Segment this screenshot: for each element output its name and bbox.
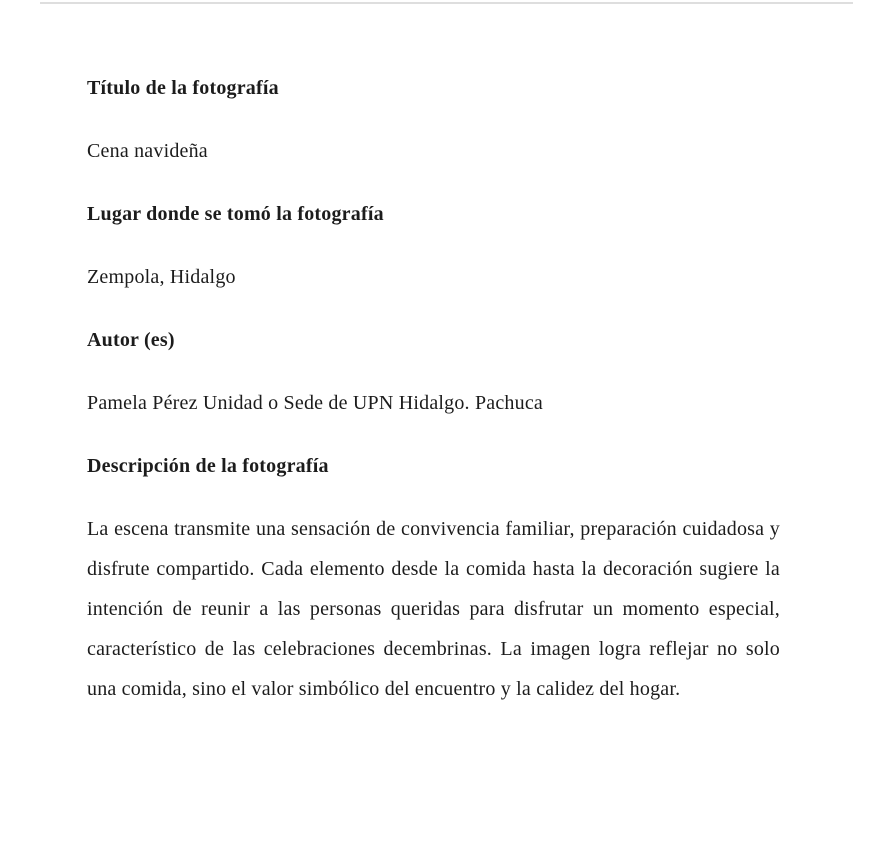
field-value-photo-location: Zempola, Hidalgo xyxy=(87,266,236,288)
field-value-photo-description: La escena transmite una sensación de convivencia familiar, preparación cuidadosa y disfrute compartido. Cada elemento desde la comida hasta la decoración sugiere la intención de reunir a las personas queridas para disfrutar un momento especial, característico de las celebraciones decembrinas. La imagen logra reflejar no solo una comida, sino el valor simbólico del encuentro y la calidez del hogar. xyxy=(87,518,780,700)
document-content xyxy=(87,68,780,732)
field-label-photo-description: Descripción de la fotografía xyxy=(87,455,329,477)
field-label-author: Autor (es) xyxy=(87,329,175,351)
field-label-photo-location: Lugar donde se tomó la fotografía xyxy=(87,203,384,225)
field-value-author: Pamela Pérez Unidad o Sede de UPN Hidalgo. Pachuca xyxy=(87,392,543,414)
page-top-divider xyxy=(40,2,853,4)
field-label-photo-title: Título de la fotografía xyxy=(87,77,279,99)
field-value-photo-title: Cena navideña xyxy=(87,140,208,162)
